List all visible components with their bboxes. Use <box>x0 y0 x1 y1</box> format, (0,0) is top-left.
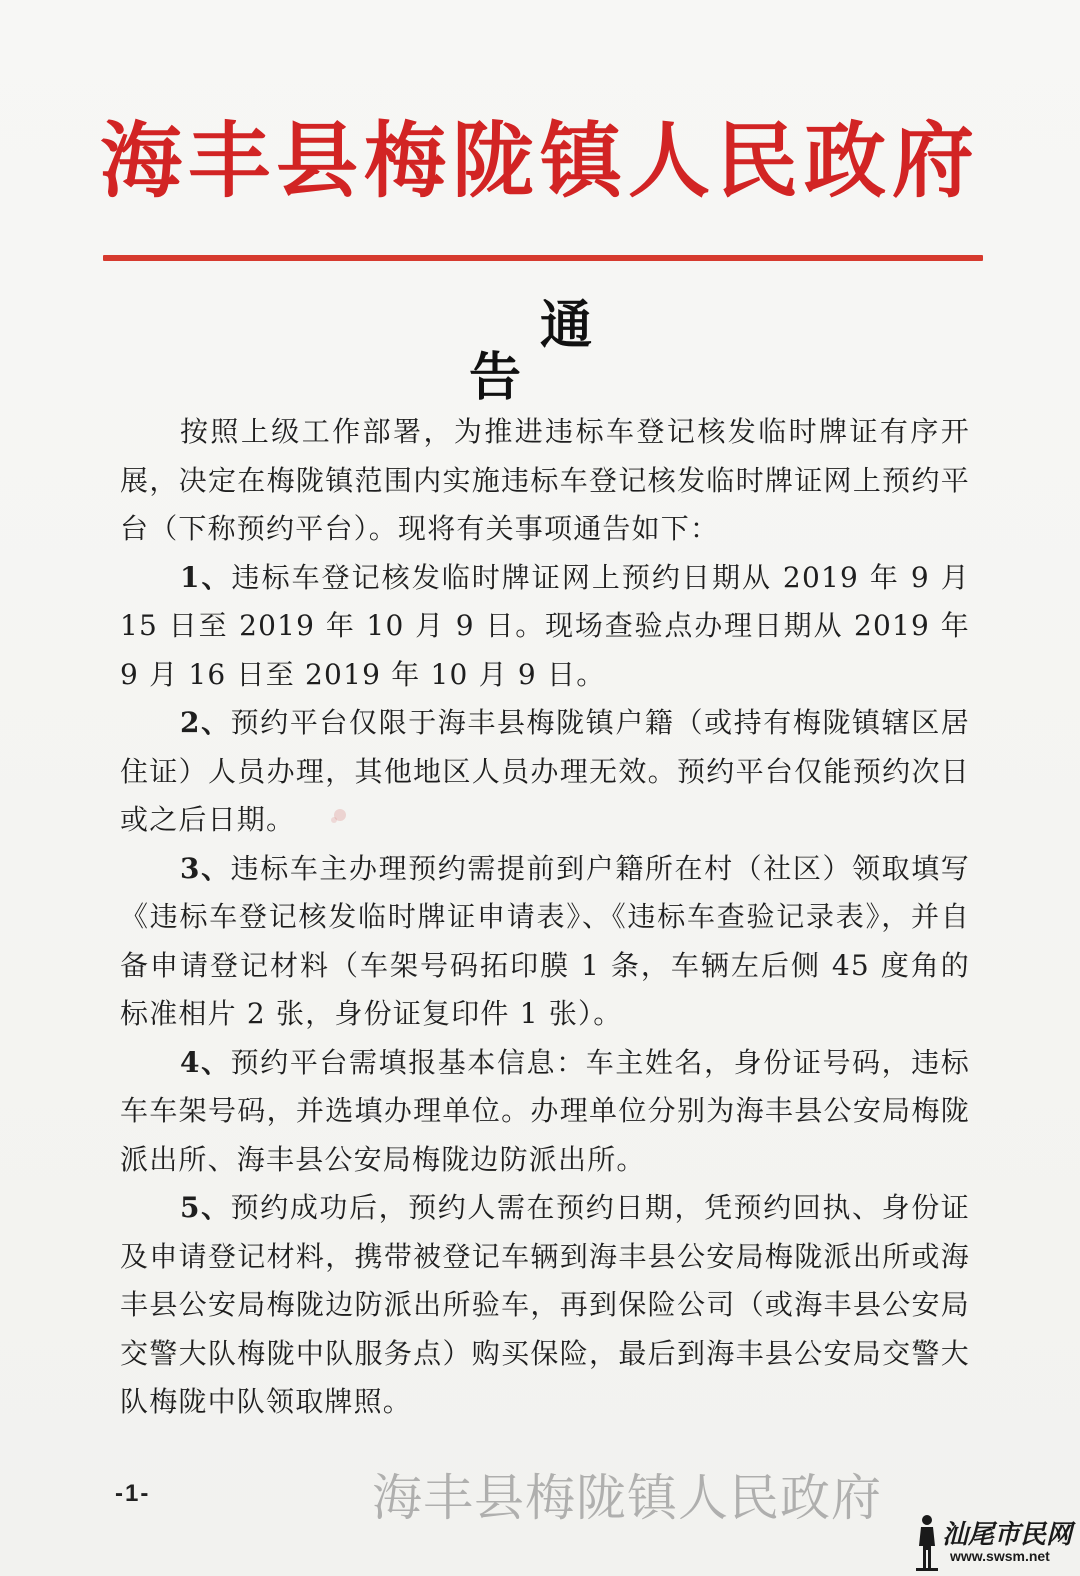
item-number: 5、 <box>180 1191 231 1224</box>
item-number: 4、 <box>180 1045 231 1079</box>
item-text: 预约平台需填报基本信息：车主姓名，身份证号码，违标车车架号码，并选填办理单位。办理单位分别为海丰县公安局梅陇派出所、海丰县公安局梅陇边防派出所。 <box>120 1045 970 1176</box>
item-text: 违标车主办理预约需提前到户籍所在村（社区）领取填写《违标车登记核发临时牌证申请表》、《违标车查验记录表》，并自备申请登记材料（车架号码拓印膜 1 条，车辆左后侧 45 度角的标准相片 2 张，身份证复印件 1 张）。 <box>120 851 970 1030</box>
item-text: 违标车登记核发临时牌证网上预约日期从 2019 年 9 月 15 日至 2019 年 10 月 9 日。现场查验点办理日期从 2019 年 9 月 16 日至 2019 年 10 月 9 日。 <box>120 560 970 691</box>
item-text: 预约平台仅限于海丰县梅陇镇户籍（或持有梅陇镇辖区居住证）人员办理，其他地区人员办理无效。预约平台仅能预约次日或之后日期。 <box>120 706 970 836</box>
red-header-rule <box>103 255 983 261</box>
item-text: 预约成功后，预约人需在预约日期，凭预约回执、身份证及申请登记材料，携带被登记车辆到海丰县公安局梅陇派出所或海丰县公安局梅陇边防派出所验车，再到保险公司（或海丰县公安局交警大队梅陇中队服务点）购买保险，最后到海丰县公安局交警大队梅陇中队领取牌照。 <box>120 1191 970 1418</box>
intro-paragraph: 按照上级工作部署，为推进违标车登记核发临时牌证有序开展，决定在梅陇镇范围内实施违标车登记核发临时牌证网上预约平台（下称预约平台）。现将有关事项通告如下： <box>120 415 970 545</box>
watermark-org-name: 海丰县梅陇镇人民政府 <box>372 1469 882 1527</box>
masthead-org-name: 海丰县梅陇镇人民政府 <box>100 113 981 209</box>
site-logo-name: 汕尾市民网 <box>942 1520 1073 1550</box>
page-number: -1- <box>115 1480 151 1507</box>
document-title: 通告 <box>468 295 703 408</box>
item-number: 3、 <box>180 851 231 885</box>
faint-stamp-smudge <box>310 790 370 840</box>
site-logo <box>912 1512 1072 1572</box>
item-paragraph-5 <box>120 1184 970 1427</box>
item-number: 1、 <box>180 560 232 594</box>
item-paragraph-2 <box>120 699 970 845</box>
site-logo-url: www.swsm.net <box>950 1548 1050 1564</box>
person-silhouette-icon <box>912 1512 942 1572</box>
item-paragraph-4 <box>120 1039 970 1185</box>
document-body <box>120 408 970 1427</box>
item-paragraph-1 <box>120 554 970 700</box>
item-number: 2、 <box>180 706 231 739</box>
item-paragraph-3 <box>120 845 970 1039</box>
